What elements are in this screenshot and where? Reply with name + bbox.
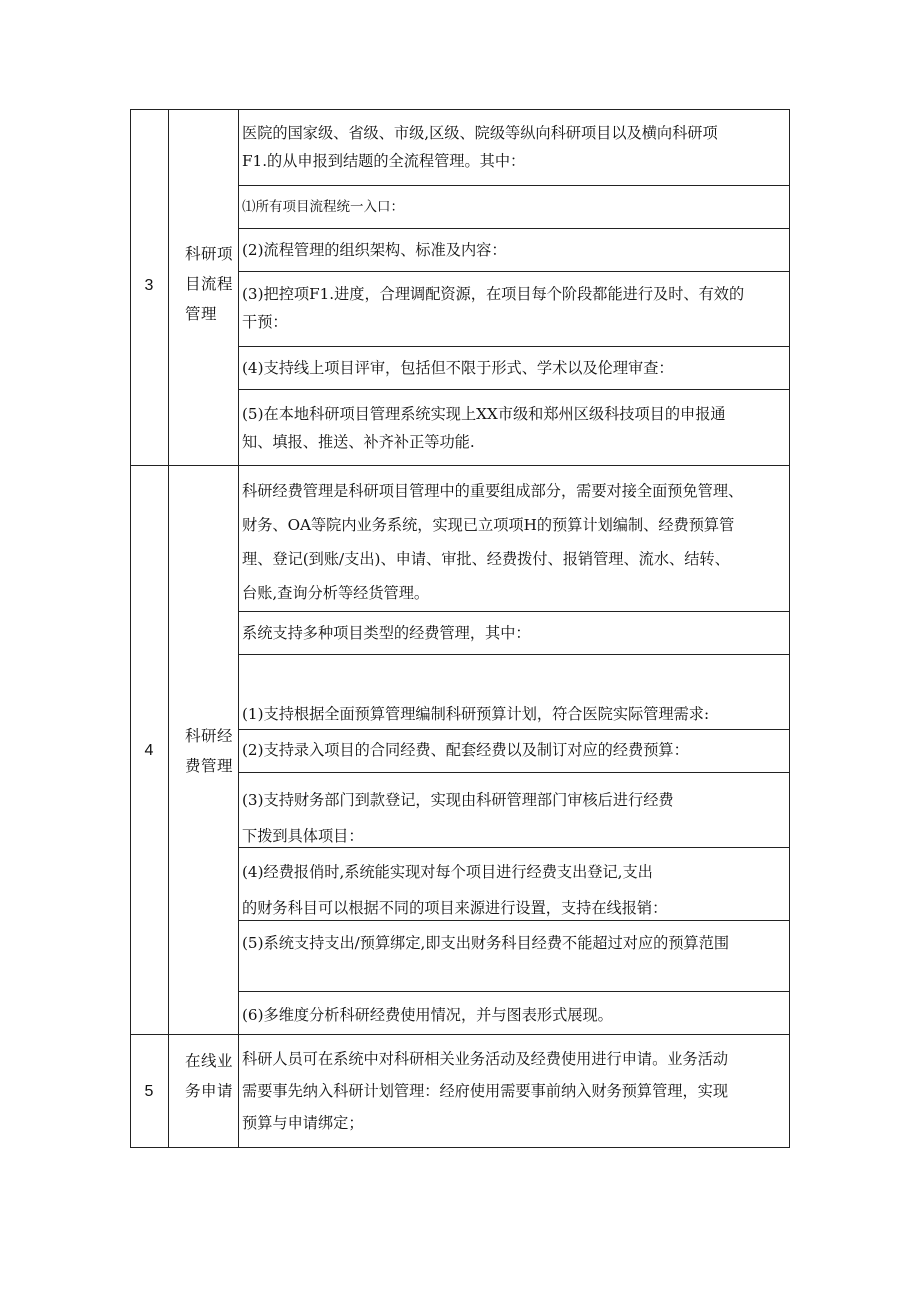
item-divider bbox=[238, 772, 790, 773]
item-line: 科研人员可在系统中对科研相关业务活动及经费使用进行申请。业务活动 bbox=[242, 1050, 728, 1068]
row-number: 3 bbox=[144, 277, 154, 294]
requirement-item bbox=[239, 400, 790, 456]
requirement-item bbox=[239, 280, 790, 336]
requirement-item bbox=[239, 1043, 790, 1139]
item-line: (5)在本地科研项目管理系统实现上XX市级和郑州区级科技项目的申报通 bbox=[242, 405, 726, 423]
item-line: ⑴所有项目流程统一入口： bbox=[242, 199, 404, 215]
requirement-item bbox=[239, 929, 790, 957]
requirements-table bbox=[130, 109, 790, 1148]
item-line: (2)支持录入项目的合同经费、配套经费以及制订对应的经费预算： bbox=[242, 741, 689, 759]
category-line: 务申请 bbox=[185, 1082, 234, 1100]
item-line: 需要事先纳入科研计划管理：经府使用需要事前纳入财务预算管理，实现 bbox=[242, 1082, 728, 1100]
item-divider bbox=[238, 611, 790, 612]
row-category bbox=[168, 239, 238, 329]
item-line: F1.的从申报到结题的全流程管理。其中： bbox=[242, 152, 526, 170]
item-line: (2)流程管理的组织架构、标准及内容： bbox=[242, 241, 507, 259]
row-divider bbox=[130, 1034, 790, 1035]
item-line: (5)系统支持支出/预算绑定,即支出财务科目经费不能超过对应的预算范围 bbox=[242, 934, 730, 952]
row-category bbox=[168, 1046, 238, 1106]
row-divider bbox=[130, 465, 790, 466]
item-line: (4)经费报俏时,系统能实现对每个项目进行经费支出登记,支出 bbox=[242, 863, 653, 881]
requirement-item bbox=[239, 193, 790, 221]
row-number: 5 bbox=[144, 1083, 154, 1100]
item-line: 干预： bbox=[242, 313, 288, 331]
requirement-item bbox=[239, 854, 790, 926]
table-border-bottom bbox=[130, 1147, 790, 1148]
requirement-item bbox=[239, 619, 790, 647]
requirement-item bbox=[239, 236, 790, 264]
category-line: 科研项 bbox=[185, 245, 234, 263]
category-line: 科研经 bbox=[185, 727, 234, 745]
requirement-item bbox=[239, 474, 790, 610]
table-border-left bbox=[130, 109, 131, 1148]
item-line: 下拨到具体项目： bbox=[242, 827, 364, 845]
row-number: 4 bbox=[144, 742, 154, 759]
item-divider bbox=[238, 346, 790, 347]
item-line: 系统支持多种项目类型的经费管理，其中： bbox=[242, 624, 531, 642]
item-line: 台账,查询分析等经货管理。 bbox=[242, 584, 430, 602]
item-line: (6)多维度分析科研经费使用情况，并与图表形式展现。 bbox=[242, 1006, 613, 1024]
requirement-item bbox=[239, 782, 790, 854]
item-line: 理、登记(到账/支出)、申请、审批、经费拨付、报销管理、流水、结转、 bbox=[242, 550, 730, 568]
item-line: (3)把控项F1.进度，合理调配资源，在项目每个阶段都能进行及时、有效的 bbox=[242, 285, 745, 303]
item-divider bbox=[238, 729, 790, 730]
item-line: 科研经费管理是科研项目管理中的重要组成部分，需要对接全面预免管理、 bbox=[242, 482, 744, 500]
item-line: 知、填报、推送、补齐补正等功能. bbox=[242, 433, 475, 451]
item-line: (4)支持线上项目评审，包括但不限于形式、学术以及伦理审查： bbox=[242, 359, 674, 377]
item-line: (1)支持根据全面预算管理编制科研预算计划，符合医院实际管理需求: bbox=[242, 705, 710, 723]
item-line: (3)支持财务部门到款登记，实现由科研管理部门审核后进行经费 bbox=[242, 791, 674, 809]
item-divider bbox=[238, 654, 790, 655]
category-line: 在线业 bbox=[185, 1052, 234, 1070]
requirement-item bbox=[239, 700, 790, 728]
requirement-item bbox=[239, 736, 790, 764]
item-line: 的财务科目可以根据不同的项目来源进行设置，支持在线报销： bbox=[242, 899, 668, 917]
item-divider bbox=[238, 271, 790, 272]
category-line: 管理 bbox=[185, 305, 218, 323]
item-divider bbox=[238, 228, 790, 229]
requirement-item bbox=[239, 119, 790, 175]
requirement-item bbox=[239, 1001, 790, 1029]
item-divider bbox=[238, 389, 790, 390]
item-divider bbox=[238, 991, 790, 992]
category-line: 目流程 bbox=[185, 275, 234, 293]
table-border-top bbox=[130, 109, 790, 110]
item-line: 预算与申请绑定； bbox=[242, 1114, 364, 1132]
item-divider bbox=[238, 185, 790, 186]
item-line: 财务、OA等院内业务系统，实现已立项项H的预算计划编制、经费预算管 bbox=[242, 516, 735, 534]
item-line: 医院的国家级、省级、市级,区级、院级等纵向科研项目以及横向科研项 bbox=[242, 124, 718, 142]
category-line: 费管理 bbox=[185, 757, 234, 775]
row-category bbox=[168, 721, 238, 781]
requirement-item bbox=[239, 354, 790, 382]
